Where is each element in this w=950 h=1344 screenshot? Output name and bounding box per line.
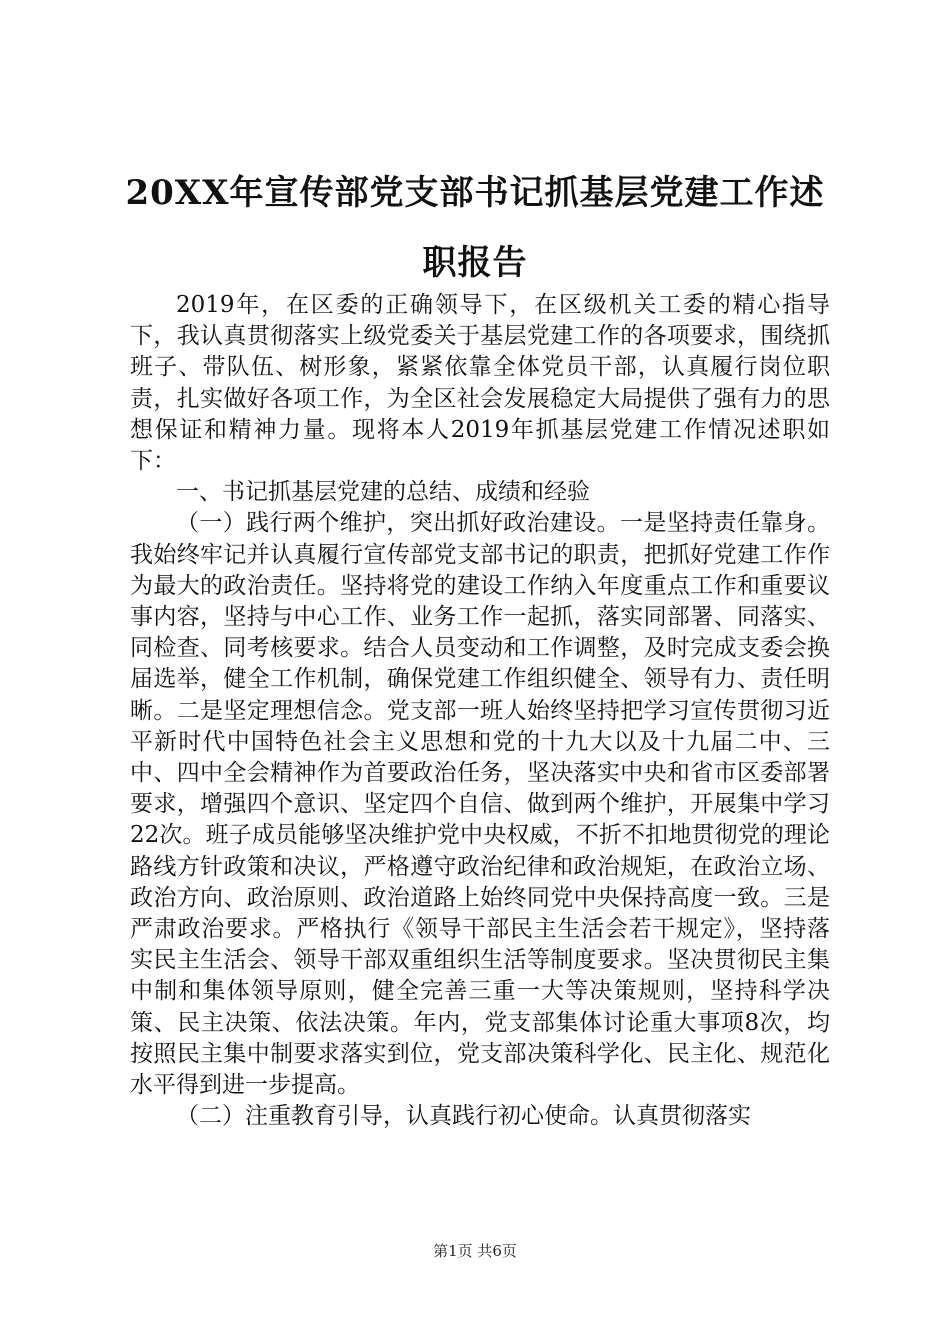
section-heading: 一、书记抓基层党建的总结、成绩和经验 — [176, 479, 590, 506]
body-paragraph: （二）注重教育引导，认真践行初心使命。认真贯彻落实 — [176, 1103, 751, 1130]
intro-paragraph: 2019年，在区委的正确领导下，在区级机关工委的精心指导下，我认真贯彻落实上级党委关于基层党建工作的各项要求，围绕抓班子、带队伍、树形象，紧紧依靠全体党员干部，认真履行岗位职责，扎实做好各项工作，为全区社会发展稳定大局提供了强有力的思想保证和精神力量。现将本人2019年抓基层党建工作情况述职如下： — [130, 292, 830, 475]
page-number-footer: 第1页 共6页 — [433, 1242, 517, 1260]
document-body — [130, 290, 830, 1132]
title-line-1: 20XX年宣传部党支部书记抓基层党建工作述 — [125, 173, 825, 213]
document-title — [100, 158, 850, 298]
title-line-2: 职报告 — [422, 243, 528, 283]
body-paragraph: （一）践行两个维护，突出抓好政治建设。一是坚持责任靠身。我始终牢记并认真履行宣传部党支部书记的职责，把抓好党建工作作为最大的政治责任。坚持将党的建设工作纳入年度重点工作和重要议事内容，坚持与中心工作、业务工作一起抓，落实同部署、同落实、同检查、同考核要求。结合人员变动和工作调整，及时完成支委会换届选举，健全工作机制，确保党建工作组织健全、领导有力、责任明晰。二是坚定理想信念。党支部一班人始终坚持把学习宣传贯彻习近平新时代中国特色社会主义思想和党的十九大以及十九届二中、三中、四中全会精神作为首要政治任务，坚决落实中央和省市区委部署要求，增强四个意识、坚定四个自信、做到两个维护，开展集中学习22次。班子成员能够坚决维护党中央权威，不折不扣地贯彻党的理论路线方针政策和决议，严格遵守政治纪律和政治规矩，在政治立场、政治方向、政治原则、政治道路上始终同党中央保持高度一致。三是严肃政治要求。严格执行《领导干部民主生活会若干规定》，坚持落实民主生活会、领导干部双重组织生活等制度要求。坚决贯彻民主集中制和集体领导原则，健全完善三重一大等决策规则，坚持科学决策、民主决策、依法决策。年内，党支部集体讨论重大事项8次，均按照民主集中制要求落实到位，党支部决策科学化、民主化、规范化水平得到进一步提高。 — [130, 510, 830, 1099]
